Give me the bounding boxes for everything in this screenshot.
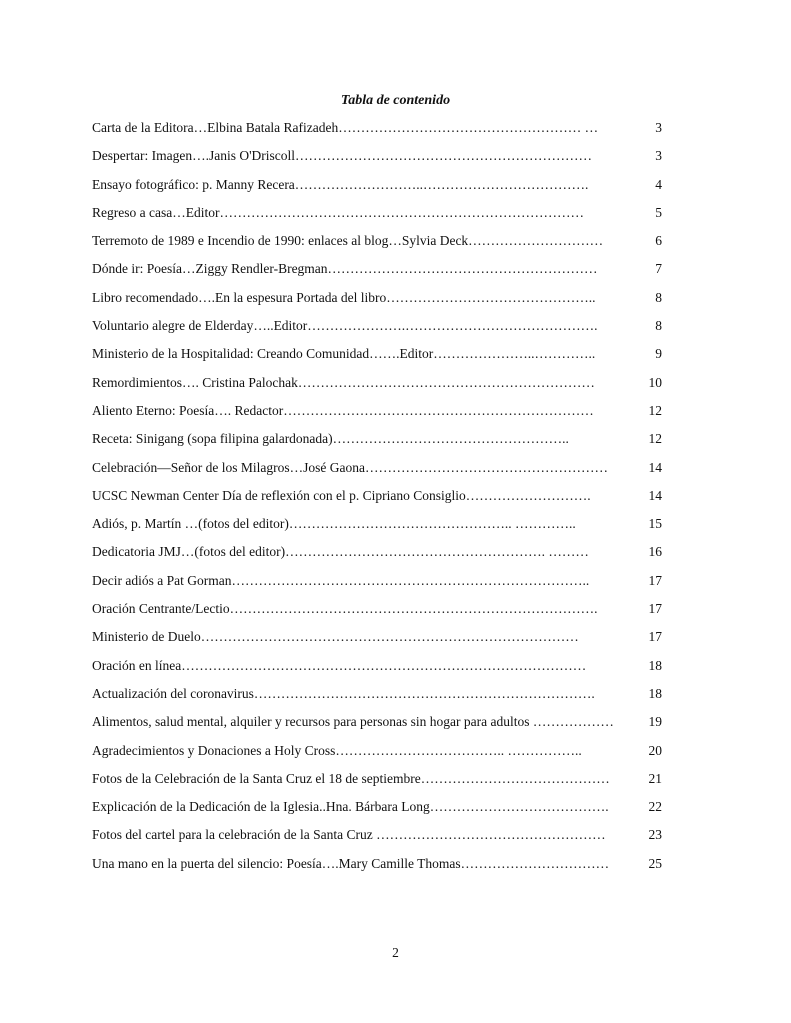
toc-entry-page: 16 [648, 544, 662, 560]
toc-entry-text: Adiós, p. Martín …(fotos del editor)………………………………………….. ………….. [92, 516, 576, 532]
toc-entry [92, 118, 712, 146]
toc-entry-text: Terremoto de 1989 e Incendio de 1990: enlaces al blog…Sylvia Deck………………………… [92, 233, 604, 249]
toc-entry-page: 22 [648, 799, 662, 815]
toc-entry [92, 401, 712, 429]
toc-entry-page: 15 [648, 516, 662, 532]
page-number: 2 [392, 945, 399, 960]
toc-entry-page: 23 [648, 827, 662, 843]
toc-entry-text: Ministerio de la Hospitalidad: Creando Comunidad…….Editor…………………..………….. [92, 346, 596, 362]
toc-entry [92, 486, 712, 514]
toc-entry-page: 25 [648, 855, 662, 871]
toc-entry-text: Una mano en la puerta del silencio: Poesía….Mary Camille Thomas…………………………… [92, 855, 610, 871]
toc-entry-page: 18 [648, 685, 662, 701]
toc-entry-text: Despertar: Imagen….Janis O'Driscoll………………………………………………………… [92, 148, 593, 164]
toc-list [92, 118, 712, 882]
toc-entry-text: Libro recomendado….En la espesura Portada del libro……………………………………….. [92, 289, 596, 305]
toc-entry-text: Ministerio de Duelo………………………………………………………………………… [92, 629, 579, 645]
toc-entry-page: 5 [655, 204, 662, 220]
toc-entry [92, 514, 712, 542]
toc-entry [92, 542, 712, 570]
toc-entry-text: Remordimientos…. Cristina Palochak………………………………………………………… [92, 374, 595, 390]
toc-entry-page: 21 [648, 770, 662, 786]
toc-entry [92, 259, 712, 287]
toc-entry-page: 17 [648, 601, 662, 617]
toc-entry [92, 373, 712, 401]
toc-entry [92, 627, 712, 655]
toc-entry [92, 656, 712, 684]
toc-entry-page: 4 [655, 176, 662, 192]
toc-entry [92, 684, 712, 712]
toc-entry-page: 3 [655, 120, 662, 135]
toc-entry [92, 316, 712, 344]
toc-entry [92, 571, 712, 599]
toc-entry-text: Dedicatoria JMJ…(fotos del editor)…………………………………………………. ……… [92, 544, 589, 560]
toc-entry-page: 6 [655, 233, 662, 249]
toc-entry-text: Explicación de la Dedicación de la Iglesia..Hna. Bárbara Long…………………………………. [92, 799, 609, 815]
toc-entry-page: 18 [648, 657, 662, 673]
toc-entry [92, 146, 712, 174]
toc-title: Tabla de contenido [340, 93, 451, 108]
toc-entry-text: Decir adiós a Pat Gorman…………………………………………………………………….. [92, 572, 590, 588]
toc-entry-page: 10 [648, 374, 662, 390]
toc-entry [92, 854, 712, 882]
toc-entry [92, 203, 712, 231]
toc-entry-page: 3 [655, 148, 662, 164]
toc-entry-page: 17 [648, 572, 662, 588]
toc-entry [92, 712, 712, 740]
toc-entry-text: Receta: Sinigang (sopa filipina galardonada)…………………………………………….. [92, 431, 569, 447]
toc-entry-text: Aliento Eterno: Poesía…. Redactor…………………………………………………………… [92, 402, 594, 418]
toc-entry [92, 344, 712, 372]
toc-entry [92, 769, 712, 797]
toc-entry-page: 7 [655, 261, 662, 277]
toc-entry [92, 458, 712, 486]
toc-entry-page: 19 [648, 714, 662, 730]
toc-entry [92, 741, 712, 769]
toc-entry [92, 288, 712, 316]
toc-entry-page: 8 [655, 318, 662, 334]
toc-entry-page: 12 [648, 402, 662, 418]
toc-entry-text: Dónde ir: Poesía…Ziggy Rendler-Bregman…………………………………………………… [92, 261, 598, 277]
toc-entry-page: 12 [648, 431, 662, 447]
toc-entry-text: Alimentos, salud mental, alquiler y recursos para personas sin hogar para adultos ……………… [92, 714, 614, 730]
toc-entry-page: 8 [655, 289, 662, 305]
toc-entry-page: 14 [648, 487, 662, 503]
toc-entry-page: 9 [655, 346, 662, 362]
toc-entry-text: Voluntario alegre de Elderday…..Editor………………….……………………………………. [92, 318, 598, 334]
toc-entry [92, 797, 712, 825]
toc-entry-text: Fotos de la Celebración de la Santa Cruz el 18 de septiembre…………………………………… [92, 770, 610, 786]
toc-entry-page: 20 [648, 742, 662, 758]
toc-entry [92, 429, 712, 457]
toc-entry-text: Regreso a casa…Editor……………………………………………………………………… [92, 204, 584, 220]
toc-entry [92, 599, 712, 627]
toc-entry [92, 175, 712, 203]
toc-entry-text: Fotos del cartel para la celebración de la Santa Cruz …………………………………………… [92, 827, 606, 843]
toc-entry-text: Actualización del coronavirus…………………………………………………………………. [92, 685, 595, 701]
toc-entry-text: Oración Centrante/Lectio………………………………………………………………………. [92, 601, 598, 617]
toc-entry-text: Celebración—Señor de los Milagros…José Gaona……………………………………………… [92, 459, 608, 475]
toc-entry-text: Agradecimientos y Donaciones a Holy Cross……………………………….. …………….. [92, 742, 582, 758]
toc-entry [92, 825, 712, 853]
toc-entry-text: Ensayo fotográfico: p. Manny Recera………………………..………………………………. [92, 176, 589, 192]
toc-entry-page: 17 [648, 629, 662, 645]
toc-entry [92, 231, 712, 259]
toc-entry-page: 14 [648, 459, 662, 475]
toc-entry-text: Carta de la Editora…Elbina Batala Rafizadeh……………………………………………… … [92, 120, 599, 135]
toc-entry-text: Oración en línea……………………………………………………………………………… [92, 657, 587, 673]
toc-entry-text: UCSC Newman Center Día de reflexión con el p. Cipriano Consiglio………………………. [92, 487, 591, 503]
